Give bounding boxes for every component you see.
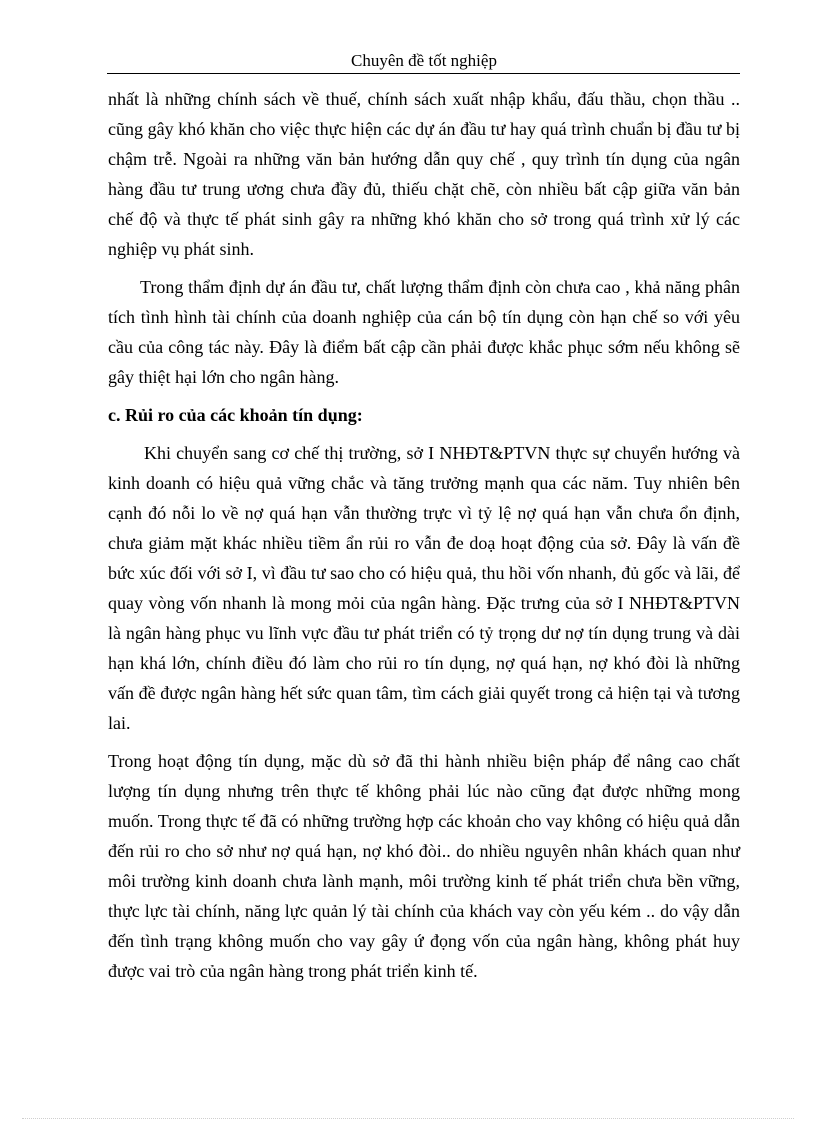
paragraph-market-mechanism: Khi chuyển sang cơ chế thị trường, sở I NHĐT&PTVN thực sự chuyển hướng và kinh doanh có hiệu quả vững chắc và tăng trưởng mạnh qua các năm. Tuy nhiên bên cạnh đó nỗi lo về nợ quá hạn vẫn thường trực vì tỷ lệ nợ quá hạn vẫn chưa ổn định, chưa giảm mặt khác nhiều tiềm ẩn rủi ro vẫn đe doạ hoạt động của sở. Đây là vấn đề bức xúc đối với sở I, vì đầu tư sao cho có hiệu quả, thu hồi vốn nhanh, đủ gốc và lãi, để quay vòng vốn nhanh là mong mỏi của ngân hàng. Đặc trưng của sở I NHĐT&PTVN là ngân hàng phục vu lĩnh vực đầu tư phát triển có tỷ trọng dư nợ tín dụng trung và dài hạn khá lớn, chính điều đó làm cho rủi ro tín dụng, nợ quá hạn, nợ khó đòi là những vấn đề được ngân hàng hết sức quan tâm, tìm cách giải quyết trong cả hiện tại và tương lai. bbox=[108, 443, 740, 733]
paragraph-appraisal: Trong thẩm định dự án đầu tư, chất lượng thẩm định còn chưa cao , khả năng phân tích tình hình tài chính của doanh nghiệp của cán bộ tín dụng còn hạn chế so với yêu cầu của công tác này. Đây là điểm bất cập cần phải được khắc phục sớm nếu không sẽ gây thiệt hại lớn cho ngân hàng. bbox=[108, 277, 740, 387]
paragraph-continuation: nhất là những chính sách về thuế, chính sách xuất nhập khẩu, đấu thầu, chọn thầu .. cũng gây khó khăn cho việc thực hiện các dự án đầu tư hay quá trình chuẩn bị đầu tư bị chậm trễ. Ngoài ra những văn bản hướng dẫn quy chế , quy trình tín dụng của ngân hàng đầu tư trung ương chưa đầy đủ, thiếu chặt chẽ, còn nhiều bất cập giữa văn bản chế độ và thực tế phát sinh gây ra những khó khăn cho sở trong quá trình xử lý các nghiệp vụ phát sinh. bbox=[108, 89, 740, 259]
header-divider bbox=[107, 73, 740, 74]
footer-divider bbox=[22, 1118, 794, 1119]
document-body bbox=[108, 84, 740, 986]
section-heading: c. Rủi ro của các khoản tín dụng: bbox=[108, 405, 363, 425]
page-header-title: Chuyên đề tốt nghiệp bbox=[351, 51, 497, 70]
paragraph-credit-activity: Trong hoạt động tín dụng, mặc dù sở đã thi hành nhiều biện pháp để nâng cao chất lượng tín dụng nhưng trên thực tế không phải lúc nào cũng đạt được những mong muốn. Trong thực tế đã có những trường hợp các khoản cho vay không có hiệu quả dẫn đến rủi ro cho sở như nợ quá hạn, nợ khó đòi.. do nhiều nguyên nhân khách quan như môi trường kinh doanh chưa lành mạnh, môi trường kinh tế phát triển chưa bền vững, thực lực tài chính, năng lực quản lý tài chính của khách vay còn yếu kém .. do vậy dẫn đến tình trạng không muốn cho vay gây ứ đọng vốn của ngân hàng, không phát huy được vai trò của ngân hàng trong phát triển kinh tế. bbox=[108, 751, 740, 981]
